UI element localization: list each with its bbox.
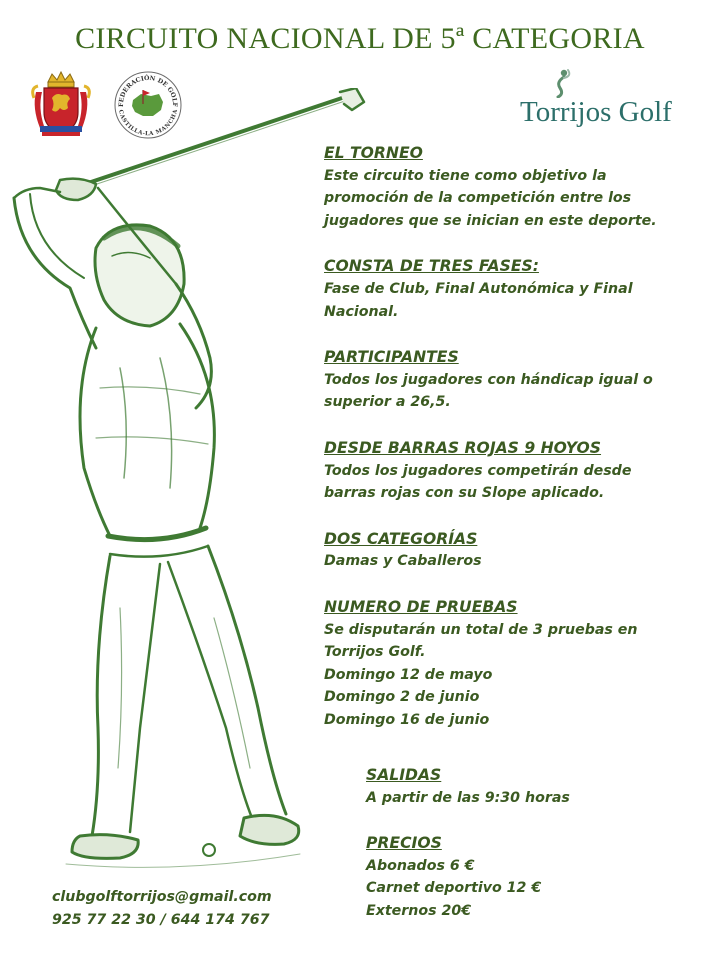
section-heading: SALIDAS <box>366 766 442 784</box>
contact-info <box>52 886 352 931</box>
section-heading: DOS CATEGORÍAS <box>324 529 478 548</box>
section-line: Domingo 2 de junio <box>324 689 480 706</box>
section-line: Fase de Club, Final Autonómica y Final <box>324 280 633 297</box>
section-heading: PARTICIPANTES <box>324 348 459 367</box>
section-line: superior a 26,5. <box>324 394 451 411</box>
golfer-sketch-illustration <box>0 88 380 888</box>
section-line: Torrijos Golf. <box>324 644 426 661</box>
section-line: Damas y Caballeros <box>324 553 482 570</box>
section-line: Este circuito tiene como objetivo la <box>324 167 607 184</box>
schedule-and-prices <box>366 764 696 946</box>
section-line: Domingo 12 de mayo <box>324 666 493 683</box>
price-line: Carnet deportivo 12 € <box>366 880 542 897</box>
torrijos-golf-name: Torrijos Golf <box>520 96 672 128</box>
contact-phones[interactable]: 925 77 22 30 / 644 174 767 <box>52 911 270 928</box>
section-heading: CONSTA DE TRES FASES: <box>324 257 539 276</box>
section-heading: EL TORNEO <box>324 144 423 162</box>
price-line: Abonados 6 € <box>366 857 475 874</box>
section-line: barras rojas con su Slope aplicado. <box>324 485 605 502</box>
section-tres-fases <box>324 255 704 323</box>
info-sections <box>324 142 704 754</box>
price-line: Externos 20€ <box>366 902 472 919</box>
contact-email[interactable]: clubgolftorrijos@gmail.com <box>52 889 272 905</box>
section-heading: PRECIOS <box>366 834 442 853</box>
section-line: Domingo 16 de junio <box>324 711 490 728</box>
golfer-swing-icon <box>546 68 576 98</box>
section-participantes <box>324 346 704 414</box>
torrijos-golf-logo <box>518 68 698 132</box>
section-el-torneo <box>324 142 704 232</box>
section-categorias <box>324 528 704 573</box>
section-line: Se disputarán un total de 3 pruebas en <box>324 621 638 638</box>
section-line: jugadores que se inician en este deporte. <box>324 212 657 229</box>
section-heading: DESDE BARRAS ROJAS 9 HOYOS <box>324 438 602 457</box>
section-barras-rojas <box>324 437 704 505</box>
section-numero-pruebas <box>324 596 704 732</box>
page-title: CIRCUITO NACIONAL DE 5ª CATEGORIA <box>75 22 645 55</box>
svg-text:CASTILLA-LA MANCHA: CASTILLA-LA MANCHA <box>117 109 179 138</box>
svg-text:FEDERACIÓN DE GOLF: FEDERACIÓN DE GOLF <box>117 74 179 107</box>
section-salidas <box>366 764 696 809</box>
section-line: Todos los jugadores con hándicap igual o <box>324 371 653 388</box>
section-line: promoción de la competición entre los <box>324 190 632 207</box>
section-line: A partir de las 9:30 horas <box>366 789 570 806</box>
section-line: Nacional. <box>324 303 399 320</box>
section-line: Todos los jugadores competirán desde <box>324 462 632 479</box>
section-precios <box>366 832 696 922</box>
section-heading: NUMERO DE PRUEBAS <box>324 597 518 616</box>
